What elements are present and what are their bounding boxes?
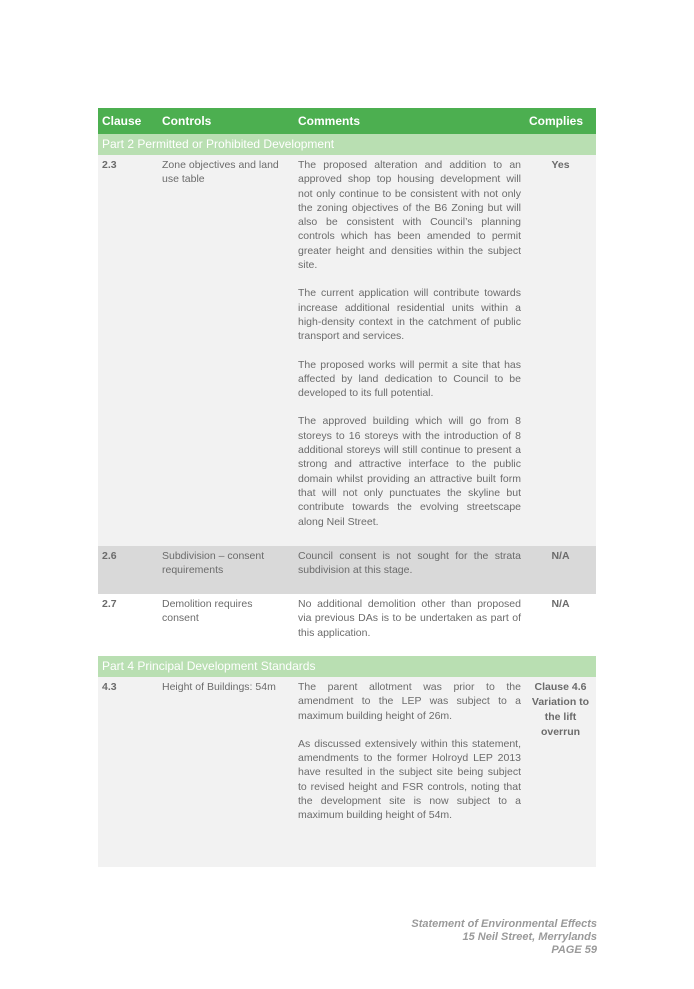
- table-header-row: [98, 108, 596, 134]
- section-title: Part 2 Permitted or Prohibited Development: [98, 134, 596, 155]
- page-footer: [411, 918, 597, 957]
- complies-value: Clause 4.6 Variation to the lift overrun: [525, 677, 596, 867]
- comment-paragraph: As discussed extensively within this statement, amendments to the former Holroyd LEP 2013 have resulted in the subject site being subject to revised height and FSR controls, noting that the development site is now subject to a maximum building height of 54m.: [298, 737, 521, 822]
- control-text: Zone objectives and land use table: [158, 155, 294, 546]
- comment-paragraph: No additional demolition other than proposed via previous DAs is to be undertaken as part of this application.: [298, 598, 521, 639]
- table-row: [98, 594, 596, 656]
- footer-page-number: PAGE 59: [551, 944, 597, 956]
- table-row: [98, 546, 596, 594]
- clause-number: 2.6: [98, 546, 158, 594]
- comment-paragraph: The proposed works will permit a site that has affected by land dedication to Council to be developed to its full potential.: [298, 358, 521, 400]
- header-complies: Complies: [525, 108, 596, 134]
- footer-document-title: Statement of Environmental Effects: [411, 918, 597, 930]
- header-comments: Comments: [294, 108, 525, 134]
- comment-paragraph: The approved building which will go from 8 storeys to 16 storeys with the introduction of 8 additional storeys will still continue to present a strong and attractive interface to the public domain whilst providing an attractive built form that will not only punctuates the skyline but contribute towards the evolving streetscape along Neil Street.: [298, 415, 521, 528]
- comments-cell: [294, 677, 525, 867]
- complies-value: N/A: [525, 594, 596, 656]
- comment-paragraph: The current application will contribute towards increase additional residential units within a high-density context in the catchment of public transport and services.: [298, 287, 521, 343]
- clause-number: 2.3: [98, 155, 158, 546]
- footer-address: 15 Neil Street, Merrylands: [462, 931, 597, 943]
- section-row: [98, 656, 596, 677]
- complies-value: N/A: [525, 546, 596, 594]
- clause-number: 2.7: [98, 594, 158, 656]
- comments-cell: [294, 594, 525, 656]
- complies-value: Yes: [525, 155, 596, 546]
- control-text: Demolition requires consent: [158, 594, 294, 656]
- comment-paragraph: The parent allotment was prior to the amendment to the LEP was subject to a maximum building height of 26m.: [298, 681, 521, 722]
- comment-paragraph: Council consent is not sought for the strata subdivision at this stage.: [298, 550, 521, 577]
- section-row: [98, 134, 596, 155]
- table-row: [98, 155, 596, 546]
- compliance-table: [98, 108, 596, 867]
- control-text: Height of Buildings: 54m: [158, 677, 294, 867]
- comments-cell: [294, 155, 525, 546]
- clause-number: 4.3: [98, 677, 158, 867]
- header-clause: Clause: [98, 108, 158, 134]
- header-controls: Controls: [158, 108, 294, 134]
- section-title: Part 4 Principal Development Standards: [98, 656, 596, 677]
- comment-paragraph: The proposed alteration and addition to an approved shop top housing development will not only continue to be consistent with not only the zoning objectives of the B6 Zoning but will also be consistent with Council’s planning controls which has been amended to permit greater height and densities within the subject site.: [298, 159, 521, 272]
- control-text: Subdivision – consent requirements: [158, 546, 294, 594]
- comments-cell: [294, 546, 525, 594]
- table-row: [98, 677, 596, 867]
